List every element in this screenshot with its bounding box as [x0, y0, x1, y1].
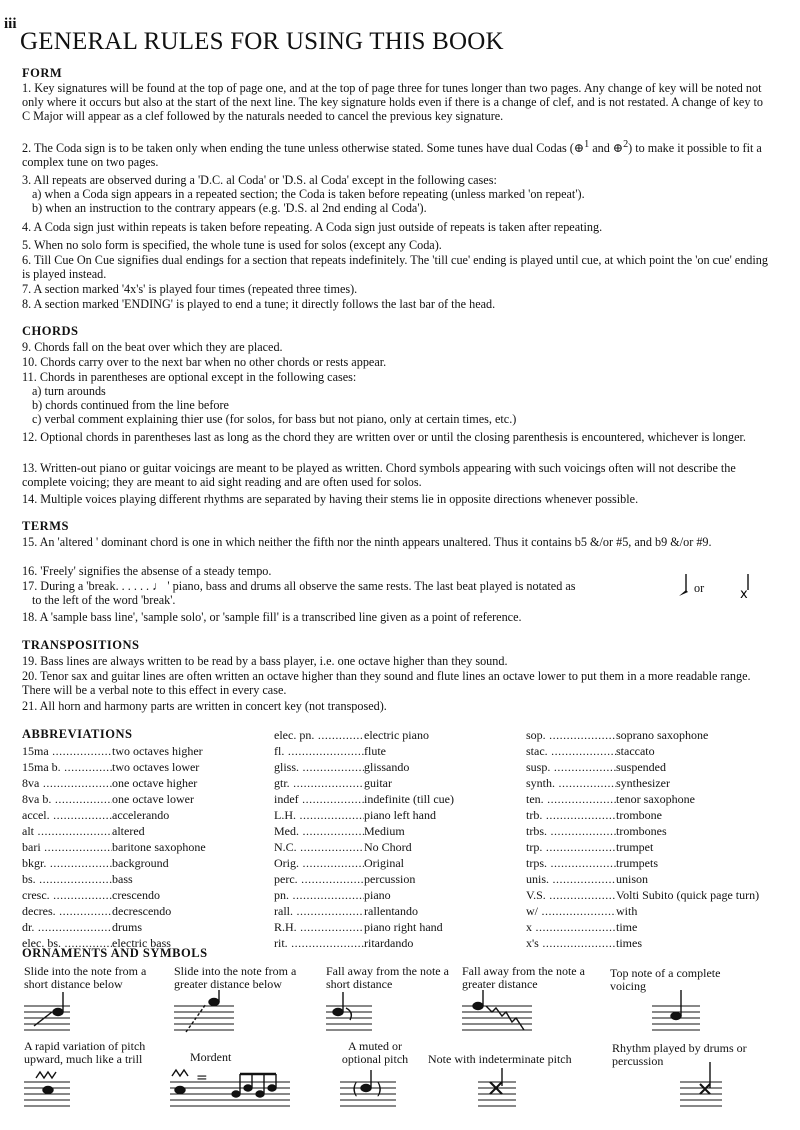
rule-11b: b) chords continued from the line before	[32, 398, 229, 412]
rule-9: 9. Chords fall on the beat over which they are placed.	[22, 340, 283, 354]
abbreviation-entry	[274, 807, 514, 823]
page-number: iii	[4, 16, 17, 32]
abbreviation-meaning: trombone	[616, 808, 662, 822]
rule-13: 13. Written-out piano or guitar voicings are meant to be played as written. Chord symbols appearing with such voicings often will not describe the complete voicing; they are meant to aid sight reading and are often used for solos.	[22, 461, 736, 489]
page-title: GENERAL RULES FOR USING THIS BOOK	[20, 28, 504, 55]
abbreviation-term: sop. .....	[526, 727, 616, 743]
abbreviation-term: indef .....	[274, 791, 364, 807]
abbreviation-term: susp. .....	[526, 759, 616, 775]
coda-icon: ⊕	[612, 141, 624, 156]
abbreviation-entry	[526, 759, 786, 775]
rule-2-end: ) to make it possible to fit a complex tune on two pages.	[22, 141, 762, 170]
abbreviation-meaning: tenor saxophone	[616, 792, 695, 806]
rule-2	[22, 138, 774, 169]
abbreviation-term: V.S. .....	[526, 887, 616, 903]
rule-3b: b) when an instruction to the contrary appears (e.g. 'D.S. al 2nd ending al Coda').	[32, 201, 427, 215]
abbreviation-term: rall. .....	[274, 903, 364, 919]
rule-11-text: 11. Chords in parentheses are optional except in the following cases:	[22, 370, 357, 384]
abbreviation-entry	[274, 855, 514, 871]
abbreviation-meaning: electric piano	[364, 728, 429, 742]
abbreviation-meaning: bass	[112, 872, 133, 886]
abbreviation-term: dr. .....	[22, 919, 112, 935]
ornament-staves	[0, 990, 800, 1130]
ornaments-heading: ORNAMENTS AND SYMBOLS	[22, 946, 208, 960]
rule-21: 21. All horn and harmony parts are written in concert key (not transposed).	[22, 699, 387, 713]
symbol-caption-8: A muted or optional pitch	[341, 1039, 409, 1066]
abbreviation-meaning: crescendo	[112, 888, 160, 902]
abbreviation-entry	[526, 727, 786, 743]
muted-note-icon	[361, 1085, 371, 1092]
abbreviation-entry	[22, 855, 262, 871]
abbreviation-term: x's .....	[526, 935, 616, 951]
abbreviation-term: 8va b. .....	[22, 791, 112, 807]
note-head-icon	[333, 1009, 343, 1016]
abbreviation-meaning: one octave higher	[112, 776, 198, 790]
rule-15: 15. An 'altered ' dominant chord is one in which neither the fifth nor the ninth appears unaltered. Thus it contains b5 &/or #5, and b9 &/or #9.	[22, 535, 712, 549]
rule-18: 18. A 'sample bass line', 'sample solo', or 'sample fill' is a transcribed line given as a point of reference.	[22, 610, 522, 624]
abbreviation-meaning: times	[616, 936, 642, 950]
abbreviation-meaning: accelerando	[112, 808, 170, 822]
abbreviation-meaning: Original	[364, 856, 404, 870]
abbreviation-entry	[22, 775, 262, 791]
rule-17-end: to the left of the word 'break'.	[32, 593, 176, 607]
abbreviation-meaning: suspended	[616, 760, 666, 774]
rule-8: 8. A section marked 'ENDING' is played to end a tune; it directly follows the last bar of the head.	[22, 297, 496, 311]
rule-3-text: 3. All repeats are observed during a 'D.C. al Coda' or 'D.S. al Coda' except in the following cases:	[22, 173, 497, 187]
abbreviation-term: gtr. .....	[274, 775, 364, 791]
abbreviation-meaning: Volti Subito (quick page turn)	[616, 888, 760, 902]
abbreviation-term: unis. .....	[526, 871, 616, 887]
abbreviation-term: pn. .....	[274, 887, 364, 903]
abbreviation-meaning: piano left hand	[364, 808, 436, 822]
equals-sign: =	[196, 1070, 208, 1086]
abbreviation-meaning: glissando	[364, 760, 410, 774]
rule-6: 6. Till Cue On Cue signifies dual endings for a section that repeats indefinitely. The 'till cue' ending is played until cue, at which point the 'on cue' ending is played instead.	[22, 253, 768, 281]
slash-note-icon	[679, 590, 688, 596]
abbreviation-entry	[22, 791, 262, 807]
symbol-caption-3: Fall away from the note a short distance	[326, 964, 449, 991]
symbol-caption-5: Top note of a complete voicing	[610, 966, 721, 993]
rule-19: 19. Bass lines are always written to be read by a bass player, i.e. one octave higher than they sound.	[22, 654, 508, 668]
abbreviation-meaning: Medium	[364, 824, 405, 838]
rule-4: 4. A Coda sign just within repeats is taken before repeating. A Coda sign just outside of repeats is taken after repeating.	[22, 220, 603, 234]
abbreviation-entry	[274, 823, 514, 839]
note-head-icon	[473, 1003, 483, 1010]
note-head-icon	[209, 999, 219, 1006]
abbreviation-term: cresc. .....	[22, 887, 112, 903]
abbreviation-entry	[22, 919, 262, 935]
abbreviation-entry	[526, 903, 786, 919]
abbreviation-meaning: electric bass	[112, 936, 171, 950]
rule-16: 16. 'Freely' signifies the absense of a steady tempo.	[22, 564, 272, 578]
abbreviation-entry	[274, 871, 514, 887]
abbreviation-term: Orig. .....	[274, 855, 364, 871]
abbreviation-entry	[274, 791, 514, 807]
abbreviation-meaning: percussion	[364, 872, 416, 886]
abbreviation-entry	[22, 839, 262, 855]
rule-2-and: and	[589, 141, 613, 156]
rule-5: 5. When no solo form is specified, the whole tune is used for solos (except any Coda).	[22, 238, 442, 252]
abbreviation-meaning: baritone saxophone	[112, 840, 206, 854]
abbreviation-entry	[526, 743, 786, 759]
abbreviation-entry	[22, 887, 262, 903]
abbreviation-entry	[274, 759, 514, 775]
note-head-icon	[232, 1091, 240, 1097]
trill-icon	[36, 1072, 56, 1078]
note-head-icon	[43, 1087, 53, 1094]
abbreviation-meaning: soprano saxophone	[616, 728, 709, 742]
abbreviation-term: synth. .....	[526, 775, 616, 791]
rule-2-text: 2. The Coda sign is to be taken only when ending the tune unless otherwise stated. Some tunes have dual Codas (	[22, 141, 574, 156]
chords-heading: CHORDS	[22, 324, 79, 338]
abbreviation-entry	[526, 935, 786, 951]
abbreviation-term: elec. pn. .....	[274, 727, 364, 743]
abbreviation-term: stac. .....	[526, 743, 616, 759]
abbreviation-meaning: trombones	[616, 824, 667, 838]
abbreviation-meaning: time	[616, 920, 638, 934]
note-head-icon	[244, 1085, 252, 1091]
rule-17-or: or	[694, 581, 705, 595]
symbol-caption-10: Rhythm played by drums or percussion	[612, 1041, 747, 1068]
abbreviation-term: bs. .....	[22, 871, 112, 887]
abbreviation-term: 15ma b. .....	[22, 759, 112, 775]
last-beat-symbols	[676, 570, 756, 600]
abbreviation-term: ten. .....	[526, 791, 616, 807]
abbreviation-term: x .....	[526, 919, 616, 935]
rule-17	[22, 579, 662, 607]
abbreviation-term: R.H. .....	[274, 919, 364, 935]
abbreviation-term: 8va .....	[22, 775, 112, 791]
rule-12: 12. Optional chords in parentheses last as long as the chord they are written over or until the closing parenthesis is encountered, whichever is longer.	[22, 430, 746, 444]
note-head-icon	[268, 1085, 276, 1091]
symbol-caption-7: Mordent	[190, 1050, 232, 1064]
abbreviation-entry	[526, 839, 786, 855]
abbreviation-meaning: indefinite (till cue)	[364, 792, 454, 806]
abbreviation-term: Med. .....	[274, 823, 364, 839]
coda-sup-1: 1	[584, 139, 590, 150]
abbreviation-meaning: piano right hand	[364, 920, 443, 934]
x-note-icon: x	[740, 587, 748, 600]
abbreviation-meaning: flute	[364, 744, 386, 758]
abbreviation-entry	[22, 807, 262, 823]
symbol-caption-6: A rapid variation of pitch upward, much like a trill	[24, 1039, 146, 1066]
abbreviation-term: bkgr. .....	[22, 855, 112, 871]
abbreviation-term: bari .....	[22, 839, 112, 855]
coda-sup-2: 2	[623, 139, 629, 150]
rule-17-text: 17. During a 'break. . . . . . ♩ ' piano, bass and drums all observe the same rests. The last beat played is notated as	[22, 579, 576, 593]
rule-7: 7. A section marked '4x's' is played four times (repeated three times).	[22, 282, 358, 296]
abbreviation-term: gliss. .....	[274, 759, 364, 775]
abbreviation-meaning: ritardando	[364, 936, 414, 950]
abbreviation-term: 15ma .....	[22, 743, 112, 759]
symbol-caption-2: Slide into the note from a greater distance below	[174, 964, 297, 991]
abbreviation-term: N.C. .....	[274, 839, 364, 855]
abbreviations-column-2	[274, 727, 514, 951]
note-head-icon	[671, 1013, 681, 1020]
abbreviation-entry	[274, 887, 514, 903]
abbreviation-entry	[526, 791, 786, 807]
abbreviation-meaning: staccato	[616, 744, 655, 758]
abbreviation-meaning: with	[616, 904, 638, 918]
abbreviation-meaning: background	[112, 856, 169, 870]
abbreviation-meaning: decrescendo	[112, 904, 172, 918]
abbreviation-meaning: unison	[616, 872, 649, 886]
abbreviation-meaning: guitar	[364, 776, 392, 790]
symbol-caption-1: Slide into the note from a short distance below	[24, 964, 147, 991]
abbreviation-entry	[526, 887, 786, 903]
abbreviation-entry	[526, 919, 786, 935]
abbreviations-column-3	[526, 727, 786, 951]
transpositions-heading: TRANSPOSITIONS	[22, 638, 140, 652]
note-head-icon	[256, 1091, 264, 1097]
rule-11c: c) verbal comment explaining thier use (for solos, for bass but not piano, only at certain times, etc.)	[32, 412, 517, 426]
abbreviation-term: perc. .....	[274, 871, 364, 887]
abbreviation-term: trps. .....	[526, 855, 616, 871]
abbreviation-entry	[274, 839, 514, 855]
abbreviation-entry	[526, 855, 786, 871]
note-head-icon	[175, 1087, 185, 1094]
abbreviation-entry	[526, 775, 786, 791]
abbreviation-entry	[274, 903, 514, 919]
symbol-caption-9: Note with indeterminate pitch	[428, 1052, 572, 1066]
abbreviation-meaning: synthesizer	[616, 776, 670, 790]
rule-11	[22, 370, 774, 426]
form-heading: FORM	[22, 66, 63, 80]
abbreviation-entry	[274, 727, 514, 743]
abbreviation-term: trb. .....	[526, 807, 616, 823]
abbreviation-entry	[22, 903, 262, 919]
abbreviation-meaning: altered	[112, 824, 145, 838]
abbreviation-meaning: one octave lower	[112, 792, 194, 806]
abbreviation-term: trbs. .....	[526, 823, 616, 839]
rule-20: 20. Tenor sax and guitar lines are often written an octave higher than they sound and flute lines an octave lower to put them in a more readable range. There will be a verbal note to this effect in every case.	[22, 669, 751, 697]
abbreviations-column-1	[22, 743, 262, 951]
symbol-caption-4: Fall away from the note a greater distance	[462, 964, 585, 991]
rule-1: 1. Key signatures will be found at the top of page one, and at the top of page three for tunes longer than two pages. Any change of key will be noted not only where it occurs but also at the start of the next line. The key signature holds even if there is a change of clef, and is not restated. A change of key to C Major will appear as a clef followed by the naturals needed to cancel the previous key signature.	[22, 81, 763, 123]
abbreviation-meaning: trumpets	[616, 856, 658, 870]
abbreviation-term: decres. .....	[22, 903, 112, 919]
abbreviation-term: fl. .....	[274, 743, 364, 759]
abbreviation-meaning: two octaves higher	[112, 744, 203, 758]
abbreviation-meaning: No Chord	[364, 840, 412, 854]
abbreviation-entry	[274, 935, 514, 951]
abbreviation-term: L.H. .....	[274, 807, 364, 823]
abbreviation-term: w/ .....	[526, 903, 616, 919]
paren-left: (	[352, 1079, 359, 1098]
rule-3a: a) when a Coda sign appears in a repeated section; the Coda is taken before repeating (unless marked 'on repeat').	[32, 187, 585, 201]
rule-11a: a) turn arounds	[32, 384, 106, 398]
abbreviation-meaning: rallentando	[364, 904, 418, 918]
abbreviation-entry	[274, 919, 514, 935]
abbreviation-term: rit. .....	[274, 935, 364, 951]
abbreviation-entry	[526, 823, 786, 839]
rule-10: 10. Chords carry over to the next bar when no other chords or rests appear.	[22, 355, 387, 369]
mordent-icon	[172, 1070, 188, 1076]
abbreviation-entry	[22, 871, 262, 887]
abbreviation-term: elec. bs. .....	[22, 935, 112, 951]
abbreviation-entry	[526, 807, 786, 823]
abbreviation-term: alt .....	[22, 823, 112, 839]
abbreviation-meaning: piano	[364, 888, 391, 902]
abbreviation-meaning: drums	[112, 920, 142, 934]
abbreviation-entry	[22, 759, 262, 775]
coda-icon: ⊕	[573, 141, 585, 156]
note-head-icon	[53, 1009, 63, 1016]
abbreviations-heading: ABBREVIATIONS	[22, 727, 133, 741]
abbreviation-term: trp. .....	[526, 839, 616, 855]
abbreviation-entry	[274, 743, 514, 759]
abbreviation-entry	[526, 871, 786, 887]
rule-3	[22, 173, 774, 215]
rule-14: 14. Multiple voices playing different rhythms are separated by having their stems lie in opposite directions whenever possible.	[22, 492, 639, 506]
abbreviation-meaning: trumpet	[616, 840, 654, 854]
abbreviation-entry	[22, 743, 262, 759]
abbreviation-entry	[22, 823, 262, 839]
terms-heading: TERMS	[22, 519, 69, 533]
paren-right: )	[376, 1079, 383, 1098]
abbreviation-term: accel. .....	[22, 807, 112, 823]
abbreviation-entry	[274, 775, 514, 791]
abbreviation-meaning: two octaves lower	[112, 760, 200, 774]
